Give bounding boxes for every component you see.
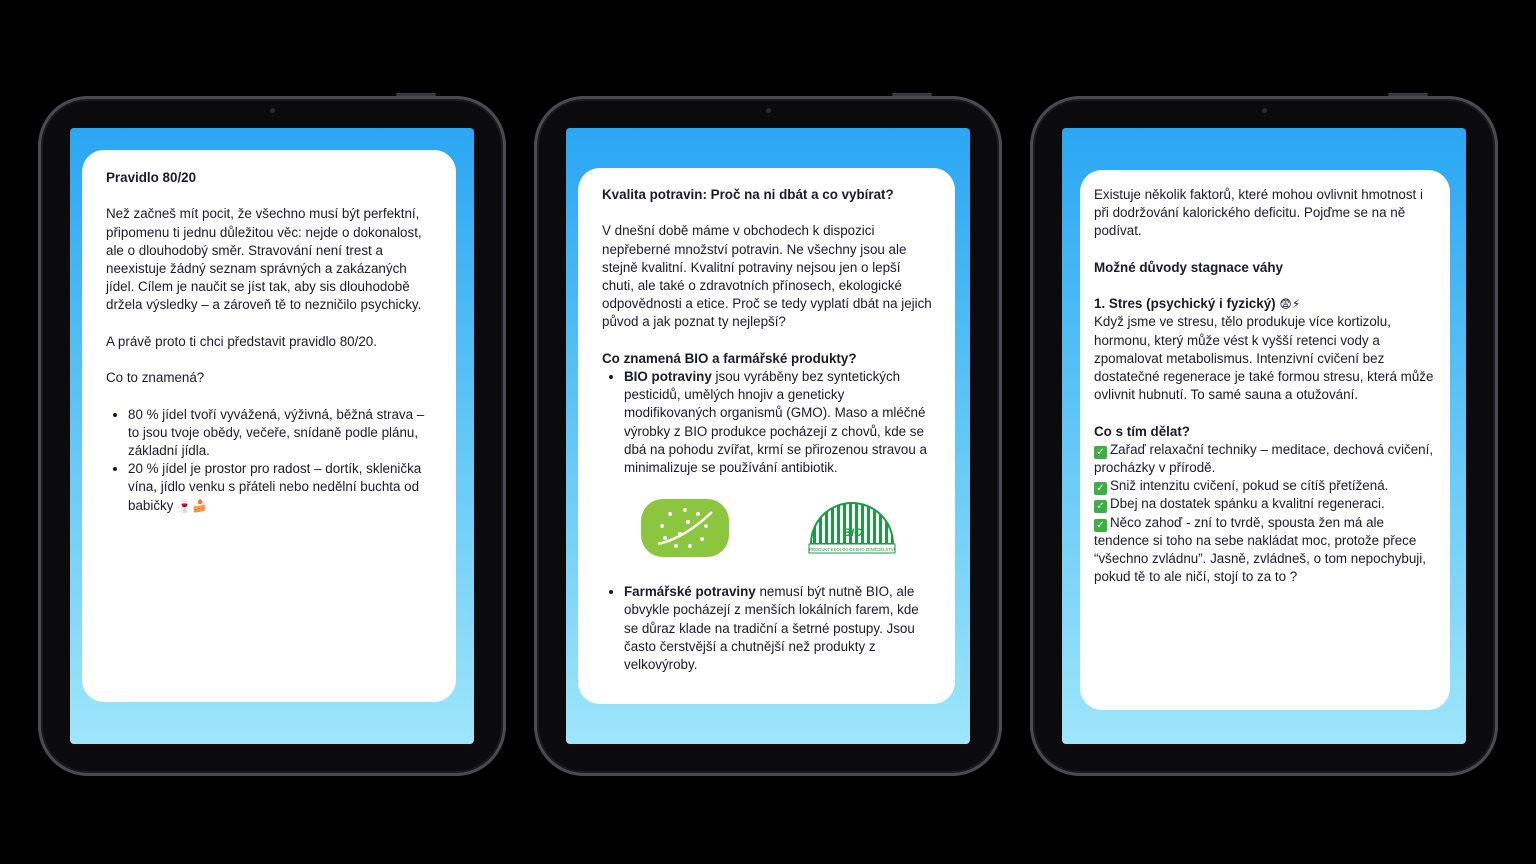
tablet-screen bbox=[1062, 128, 1466, 744]
tip-item: ✓ Dbej na dostatek spánku a kvalitní regeneraci. bbox=[1094, 495, 1434, 513]
camera-dot bbox=[1262, 108, 1267, 113]
card-title: Pravidlo 80/20 bbox=[106, 170, 197, 185]
bio-logos bbox=[602, 483, 935, 573]
content-card bbox=[1080, 170, 1450, 710]
list-item: • 80 % jídel tvoří vyvážená, výživná, běžná strava – to jsou tvoje obědy, večeře, snídaně podle plánu, základní jídla. bbox=[128, 406, 434, 461]
content-card bbox=[578, 168, 955, 704]
stress-emoji: 😨⚡ bbox=[1279, 297, 1301, 312]
tablet-screen bbox=[70, 128, 474, 744]
list-item: • Farmářské potraviny nemusí být nutně BIO, ale obvykle pocházejí z menších lokálních farem, kde se důraz klade na tradiční a šetrné postupy. Jsou často čerstvější a chutnější než produkty z velkovýroby. bbox=[624, 583, 935, 674]
check-icon: ✓ bbox=[1094, 500, 1107, 513]
card-title: Kvalita potravin: Proč na ni dbát a co vybírat? bbox=[602, 187, 894, 202]
tablet-1 bbox=[38, 96, 506, 776]
tablet-button bbox=[396, 93, 436, 96]
list-item: • 20 % jídel je prostor pro radost – dortík, sklenička vína, jídlo venku s přáteli nebo nedělní buchta od babičky 🍷🍰 bbox=[128, 460, 434, 515]
point-paragraph: Když jsme ve stresu, tělo produkuje více kortizolu, hormonu, který může vést k vyšší retenci vody a zpomalovat metabolismus. Intenzivní cvičení bez dostatečné regenerace je také formou stresu, která může ovlivnit hubnutí. To samé sauna a otužování. bbox=[1094, 314, 1434, 403]
content-card bbox=[82, 150, 456, 702]
camera-dot bbox=[270, 108, 275, 113]
subheading: Co s tím dělat? bbox=[1094, 423, 1190, 439]
rule-paragraph: A právě proto ti chci představit pravidlo 80/20. bbox=[106, 333, 377, 349]
wine-cake-emoji: 🍷🍰 bbox=[177, 498, 208, 513]
check-icon: ✓ bbox=[1094, 519, 1107, 532]
tip-item: ✓ Sniž intenzitu cvičení, pokud se cítíš přetížená. bbox=[1094, 477, 1434, 495]
section-heading: Možné důvody stagnace váhy bbox=[1094, 259, 1284, 275]
intro-paragraph: V dnešní době máme v obchodech k dispozici nepřeberné množství potravin. Ne všechny jsou ale stejně kvalitní. Kvalitní potraviny nejsou jen o lepší chuti, ale také o zdravotních přínosech, ekologické odpovědnosti a etice. Proč se tedy vyplatí dbát na jejich původ a jak poznat ty nejlepší? bbox=[602, 223, 932, 330]
tablet-3 bbox=[1030, 96, 1498, 776]
tablet-button bbox=[892, 93, 932, 96]
farm-list bbox=[602, 583, 935, 674]
intro-paragraph: Existuje několik faktorů, které mohou ovlivnit hmotnost i při dodržování kalorického deficitu. Pojďme se na ně podívat. bbox=[1094, 187, 1423, 239]
question-text: Co to znamená? bbox=[106, 370, 205, 386]
camera-dot bbox=[766, 108, 771, 113]
tip-item: ✓ Zařaď relaxační techniky – meditace, dechová cvičení, procházky v přírodě. bbox=[1094, 441, 1434, 475]
cz-bio-logo bbox=[807, 500, 897, 556]
check-icon: ✓ bbox=[1094, 482, 1107, 495]
bio-logo-text: BIO bbox=[842, 527, 863, 540]
bio-logo-caption: PRODUKT EKOLOGICKÉHO ZEMĚDĚLSTVÍ bbox=[808, 547, 895, 553]
section-heading: Co znamená BIO a farmářské produkty? bbox=[602, 350, 857, 366]
intro-paragraph: Než začneš mít pocit, že všechno musí být perfektní, připomenu ti jednu důležitou věc: nejde o dokonalost, ale o dlouhodobý směr. Stravování není trest a neexistuje žádný seznam správných a zakázaných jídel. Cílem je naučit se jíst tak, aby sis dlouhodobě držela výsledky – a zároveň tě to nezničilo psychicky. bbox=[106, 206, 422, 313]
rule-list bbox=[106, 406, 434, 515]
tablet-button bbox=[1388, 93, 1428, 96]
tip-item: ✓ Něco zahoď - zní to tvrdě, spousta žen má ale tendence si toho na sebe nakládat moc, protože přece “všechno zvládnu”. Jasně, zvládneš, o tom nepochybuji, pokud tě to ale ničí, stojí to za to ? bbox=[1094, 514, 1426, 585]
tablet-screen bbox=[566, 128, 970, 744]
tablet-2 bbox=[534, 96, 1002, 776]
bio-list bbox=[602, 368, 935, 477]
check-icon: ✓ bbox=[1094, 446, 1107, 459]
eu-organic-leaf-logo bbox=[640, 498, 730, 558]
list-item: • BIO potraviny jsou vyráběny bez syntetických pesticidů, umělých hnojiv a geneticky modifikovaných organismů (GMO). Maso a mléčné výrobky z BIO produkce pocházejí z chovů, kde se dbá na pohodu zvířat, krmí se přirozenou stravou a minimalizuje se používání antibiotik. bbox=[624, 368, 935, 477]
point-title: 1. Stres (psychický i fyzický) 😨⚡ bbox=[1094, 295, 1434, 313]
